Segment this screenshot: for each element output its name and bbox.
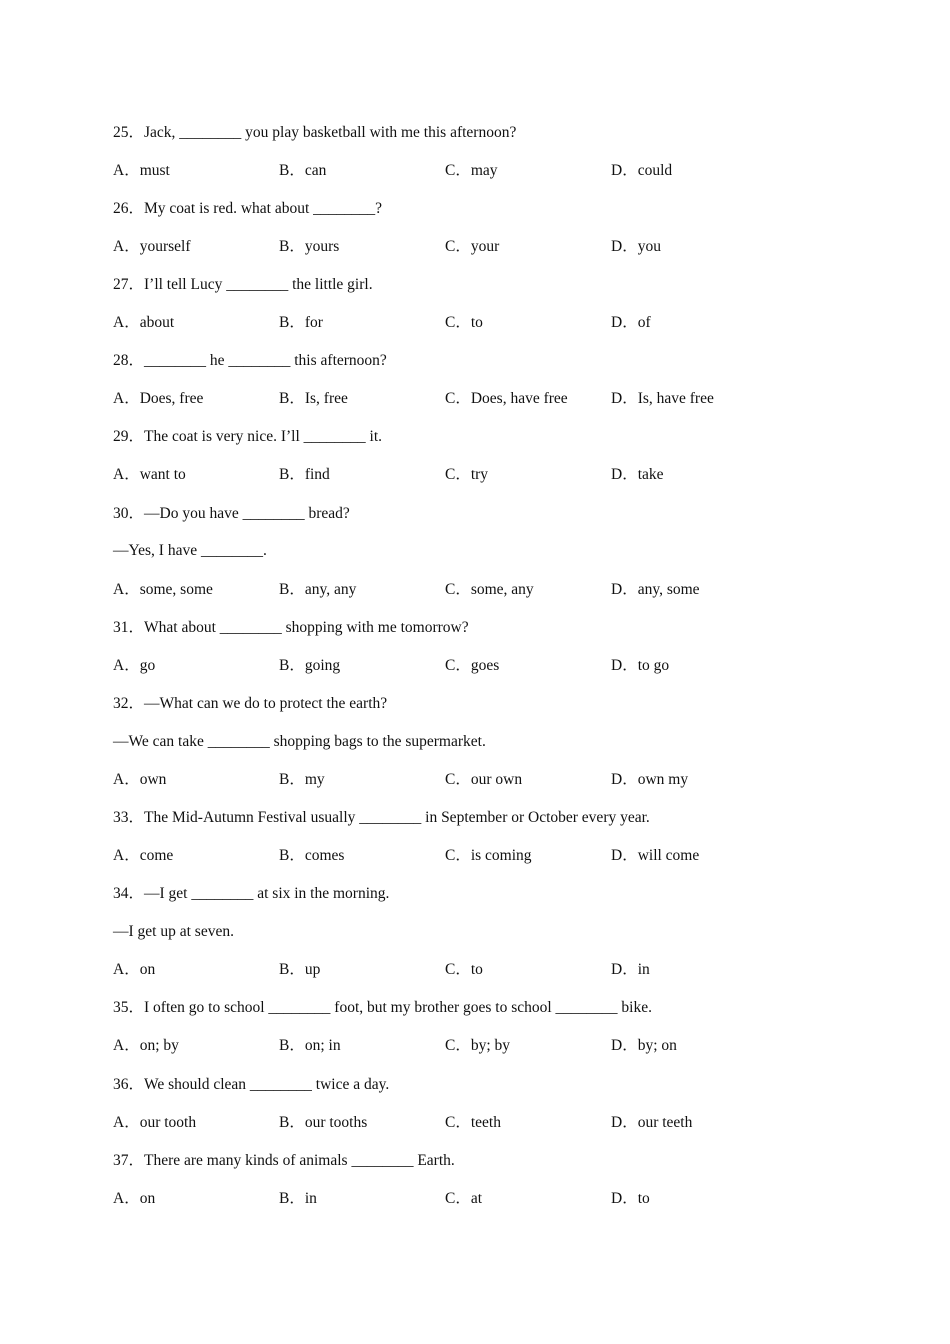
question-34-option-b: B．up — [279, 961, 321, 978]
question-32-option-a: A．own — [113, 771, 167, 788]
question-27-option-d: D．of — [611, 314, 651, 331]
question-31-option-d: D．to go — [611, 657, 670, 674]
question-37-option-d: D．to — [611, 1190, 650, 1207]
question-36-stem: 36．We should clean ________ twice a day. — [113, 1076, 390, 1093]
question-30-option-d: D．any, some — [611, 581, 700, 598]
question-30-reply: —Yes, I have ________. — [113, 542, 267, 559]
question-25-option-d: D．could — [611, 162, 673, 179]
question-25-option-c: C．may — [445, 162, 498, 179]
question-32-option-c: C．our own — [445, 771, 523, 788]
question-30-option-b: B．any, any — [279, 581, 357, 598]
question-25-option-b: B．can — [279, 162, 327, 179]
question-32-option-b: B．my — [279, 771, 325, 788]
question-35-stem: 35．I often go to school ________ foot, but my brother goes to school ________ bike. — [113, 999, 652, 1016]
question-34-option-d: D．in — [611, 961, 650, 978]
question-27-option-c: C．to — [445, 314, 483, 331]
question-31-option-a: A．go — [113, 657, 156, 674]
question-35-option-c: C．by; by — [445, 1037, 511, 1054]
question-26-option-a: A．yourself — [113, 238, 191, 255]
question-37-option-b: B．in — [279, 1190, 317, 1207]
question-36-option-d: D．our teeth — [611, 1114, 693, 1131]
question-28-stem: 28．________ he ________ this afternoon? — [113, 352, 387, 369]
question-25-stem: 25．Jack, ________ you play basketball with me this afternoon? — [113, 124, 517, 141]
question-32-option-d: D．own my — [611, 771, 689, 788]
question-37-stem: 37．There are many kinds of animals ________ Earth. — [113, 1152, 455, 1169]
question-33-option-a: A．come — [113, 847, 174, 864]
question-37-option-c: C．at — [445, 1190, 483, 1207]
question-29-option-b: B．find — [279, 466, 330, 483]
question-31-stem: 31．What about ________ shopping with me tomorrow? — [113, 619, 469, 636]
question-28-option-c: C．Does, have free — [445, 390, 568, 407]
question-29-stem: 29．The coat is very nice. I’ll ________ it. — [113, 428, 383, 445]
question-30-option-a: A．some, some — [113, 581, 213, 598]
question-36-option-c: C．teeth — [445, 1114, 501, 1131]
question-30-option-c: C．some, any — [445, 581, 534, 598]
question-31-option-c: C．goes — [445, 657, 500, 674]
question-27-option-a: A．about — [113, 314, 175, 331]
question-32-reply: —We can take ________ shopping bags to the supermarket. — [113, 733, 486, 750]
question-36-option-a: A．our tooth — [113, 1114, 197, 1131]
question-29-option-a: A．want to — [113, 466, 186, 483]
question-36-option-b: B．our tooths — [279, 1114, 368, 1131]
question-32-stem: 32．—What can we do to protect the earth? — [113, 695, 388, 712]
question-34-stem: 34．—I get ________ at six in the morning. — [113, 885, 390, 902]
question-29-option-d: D．take — [611, 466, 664, 483]
question-33-option-b: B．comes — [279, 847, 345, 864]
question-28-option-a: A．Does, free — [113, 390, 204, 407]
question-26-stem: 26．My coat is red. what about ________? — [113, 200, 383, 217]
question-27-option-b: B．for — [279, 314, 323, 331]
question-34-reply: —I get up at seven. — [113, 923, 234, 940]
question-26-option-b: B．yours — [279, 238, 340, 255]
question-35-option-a: A．on; by — [113, 1037, 179, 1054]
question-28-option-b: B．Is, free — [279, 390, 348, 407]
question-25-option-a: A．must — [113, 162, 170, 179]
question-31-option-b: B．going — [279, 657, 341, 674]
question-35-option-b: B．on; in — [279, 1037, 341, 1054]
question-35-option-d: D．by; on — [611, 1037, 677, 1054]
question-26-option-d: D．you — [611, 238, 661, 255]
question-33-stem: 33．The Mid-Autumn Festival usually ________ in September or October every year. — [113, 809, 650, 826]
question-33-option-c: C．is coming — [445, 847, 532, 864]
question-29-option-c: C．try — [445, 466, 489, 483]
question-28-option-d: D．Is, have free — [611, 390, 714, 407]
question-30-stem: 30．—Do you have ________ bread? — [113, 505, 350, 522]
question-34-option-a: A．on — [113, 961, 156, 978]
question-34-option-c: C．to — [445, 961, 483, 978]
question-26-option-c: C．your — [445, 238, 500, 255]
question-27-stem: 27．I’ll tell Lucy ________ the little girl. — [113, 276, 373, 293]
question-37-option-a: A．on — [113, 1190, 156, 1207]
question-33-option-d: D．will come — [611, 847, 700, 864]
